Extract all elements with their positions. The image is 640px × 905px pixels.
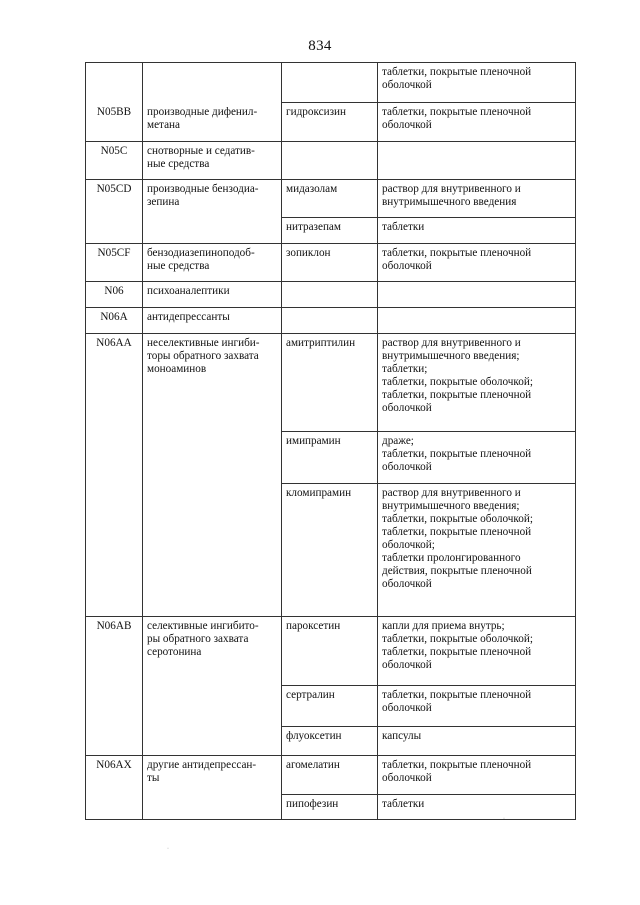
substance-line: мидазолам — [286, 183, 338, 195]
forms-line: таблетки, покрытые пленочной — [382, 646, 532, 658]
cell-forms — [378, 63, 576, 103]
forms-line: таблетки, покрытые пленочной — [382, 689, 532, 701]
cell-forms — [378, 484, 576, 617]
substance-line: пароксетин — [286, 620, 341, 632]
forms-line: таблетки, покрытые пленочной — [382, 448, 532, 460]
forms-line: оболочкой — [382, 772, 432, 784]
forms-line: таблетки, покрытые пленочной — [382, 526, 532, 538]
cell-group — [143, 686, 282, 727]
substance-line: имипрамин — [286, 435, 341, 447]
table-row — [86, 727, 576, 756]
table-row — [86, 103, 576, 142]
scan-speck: · — [503, 816, 505, 822]
cell-group — [143, 282, 282, 308]
cell-code — [86, 180, 143, 218]
atc-code: N06 — [104, 285, 124, 297]
cell-code — [86, 484, 143, 617]
forms-line: таблетки — [382, 798, 425, 810]
forms-line: таблетки, покрытые пленочной — [382, 247, 532, 259]
forms-line: действия, покрытые пленочной — [382, 565, 532, 577]
table-row — [86, 308, 576, 334]
cell-forms — [378, 756, 576, 795]
atc-code: N06AX — [96, 759, 132, 771]
forms-line: оболочкой — [382, 659, 432, 671]
cell-substance — [282, 142, 378, 180]
table-row — [86, 484, 576, 617]
cell-substance — [282, 218, 378, 244]
atc-code: N06AB — [96, 620, 132, 632]
cell-substance — [282, 756, 378, 795]
cell-group — [143, 218, 282, 244]
atc-code: N05CD — [96, 183, 132, 195]
cell-group — [143, 142, 282, 180]
forms-line: раствор для внутривенного и — [382, 337, 521, 349]
cell-code — [86, 795, 143, 820]
page-number: 834 — [308, 38, 332, 54]
scan-speck: · — [167, 846, 169, 852]
forms-line: таблетки, покрытые пленочной — [382, 759, 532, 771]
forms-line: капсулы — [382, 730, 422, 742]
forms-line: оболочкой — [382, 578, 432, 590]
cell-substance — [282, 795, 378, 820]
table-body — [86, 63, 576, 820]
forms-line: таблетки, покрытые оболочкой; — [382, 376, 533, 388]
cell-substance — [282, 686, 378, 727]
group-line: ры обратного захвата — [147, 633, 249, 645]
cell-forms — [378, 617, 576, 686]
cell-group — [143, 63, 282, 103]
cell-forms — [378, 727, 576, 756]
cell-substance — [282, 63, 378, 103]
cell-code — [86, 334, 143, 432]
cell-forms — [378, 308, 576, 334]
cell-code — [86, 142, 143, 180]
cell-code — [86, 218, 143, 244]
cell-code — [86, 63, 143, 103]
cell-substance — [282, 617, 378, 686]
atc-code: N05BB — [96, 105, 132, 118]
cell-group — [143, 308, 282, 334]
atc-code: N05C — [100, 145, 128, 157]
forms-line: таблетки, покрытые пленочной — [382, 66, 532, 78]
substance-line: гидроксизин — [286, 106, 346, 118]
cell-group — [143, 244, 282, 282]
cell-forms — [378, 180, 576, 218]
group-line: бензодиазепиноподоб- — [147, 247, 255, 259]
group-line: ты — [147, 772, 160, 784]
forms-line: оболочкой — [382, 260, 432, 272]
cell-group — [143, 103, 282, 142]
forms-line: оболочкой — [382, 402, 432, 414]
drug-table — [85, 62, 576, 820]
substance-line: сертралин — [286, 689, 335, 701]
table-row — [86, 218, 576, 244]
forms-line: таблетки, покрытые оболочкой; — [382, 633, 533, 645]
forms-line: капли для приема внутрь; — [382, 620, 505, 632]
cell-substance — [282, 282, 378, 308]
forms-line: оболочкой — [382, 119, 432, 131]
atc-code: N06A — [100, 311, 128, 323]
group-line: серотонина — [147, 646, 202, 658]
group-line: селективные ингибито- — [147, 620, 259, 632]
cell-group — [143, 756, 282, 795]
group-line: снотворные и седатив- — [147, 145, 255, 157]
table-row — [86, 180, 576, 218]
cell-forms — [378, 686, 576, 727]
forms-line: оболочкой — [382, 461, 432, 473]
forms-line: оболочкой; — [382, 539, 435, 551]
table-row — [86, 686, 576, 727]
cell-substance — [282, 308, 378, 334]
forms-line: таблетки, покрытые пленочной — [382, 389, 532, 401]
table-row — [86, 63, 576, 103]
cell-substance — [282, 180, 378, 218]
cell-code — [86, 244, 143, 282]
cell-forms — [378, 334, 576, 432]
cell-forms — [378, 142, 576, 180]
cell-group — [143, 484, 282, 617]
forms-line: раствор для внутривенного и — [382, 183, 521, 195]
forms-line: драже; — [382, 435, 414, 447]
cell-substance — [282, 484, 378, 617]
forms-line: таблетки пролонгированного — [382, 552, 521, 564]
group-line: торы обратного захвата — [147, 350, 259, 362]
cell-group — [143, 432, 282, 484]
cell-group — [143, 727, 282, 756]
cell-substance — [282, 727, 378, 756]
cell-forms — [378, 432, 576, 484]
cell-code — [86, 103, 143, 142]
table-row — [86, 795, 576, 820]
substance-line: агомелатин — [286, 759, 340, 771]
group-line: производные бензодиа- — [147, 183, 259, 195]
table-row — [86, 282, 576, 308]
group-line: ные средства — [147, 260, 210, 272]
table-row — [86, 142, 576, 180]
forms-line: таблетки, покрытые оболочкой; — [382, 513, 533, 525]
cell-code — [86, 686, 143, 727]
substance-line: нитразепам — [286, 221, 341, 233]
substance-line: зопиклон — [286, 247, 331, 259]
cell-code — [86, 308, 143, 334]
cell-group — [143, 617, 282, 686]
group-line: зепина — [147, 196, 180, 208]
table-row — [86, 432, 576, 484]
forms-line: таблетки — [382, 221, 425, 233]
cell-code — [86, 727, 143, 756]
group-line: антидепрессанты — [147, 311, 230, 323]
group-line: психоаналептики — [147, 285, 230, 297]
table-row — [86, 617, 576, 686]
forms-line: оболочкой — [382, 702, 432, 714]
cell-code — [86, 282, 143, 308]
substance-line: флуоксетин — [286, 730, 342, 742]
atc-code: N05CF — [97, 247, 131, 259]
cell-code — [86, 432, 143, 484]
forms-line: внутримышечного введения; — [382, 350, 520, 362]
group-line: моноаминов — [147, 363, 207, 375]
group-line: производные дифенил- — [147, 105, 258, 118]
table-row — [86, 244, 576, 282]
cell-code — [86, 756, 143, 795]
cell-substance — [282, 334, 378, 432]
cell-substance — [282, 103, 378, 142]
cell-group — [143, 795, 282, 820]
forms-line: внутримышечного введения; — [382, 500, 520, 512]
forms-line: таблетки; — [382, 363, 428, 375]
table-row — [86, 334, 576, 432]
group-line: ные средства — [147, 158, 210, 170]
forms-line: оболочкой — [382, 79, 432, 91]
forms-line: таблетки, покрытые пленочной — [382, 106, 532, 118]
cell-forms — [378, 282, 576, 308]
group-line: неселективные ингиби- — [147, 337, 260, 349]
cell-group — [143, 334, 282, 432]
cell-substance — [282, 244, 378, 282]
cell-code — [86, 617, 143, 686]
cell-substance — [282, 432, 378, 484]
cell-forms — [378, 218, 576, 244]
forms-line: раствор для внутривенного и — [382, 487, 521, 499]
table-row — [86, 756, 576, 795]
substance-line: пипофезин — [286, 798, 339, 810]
cell-forms — [378, 103, 576, 142]
group-line: другие антидепрессан- — [147, 759, 257, 771]
substance-line: амитриптилин — [286, 337, 356, 349]
cell-group — [143, 180, 282, 218]
cell-forms — [378, 795, 576, 820]
forms-line: внутримышечного введения — [382, 196, 517, 208]
group-line: метана — [147, 118, 180, 131]
cell-forms — [378, 244, 576, 282]
atc-code: N06AA — [96, 337, 132, 349]
substance-line: кломипрамин — [286, 487, 352, 499]
